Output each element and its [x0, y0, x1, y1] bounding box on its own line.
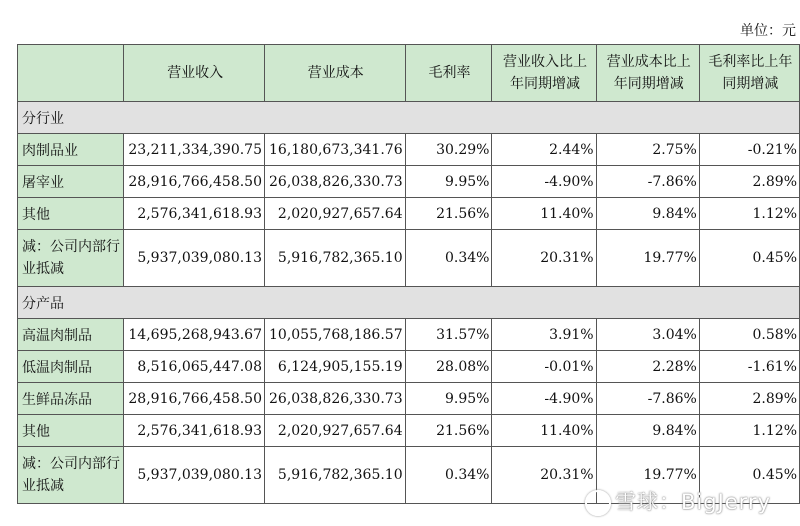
snowball-logo-icon	[585, 490, 611, 516]
revenue-cell: 28,916,766,458.50	[124, 166, 265, 198]
table-row	[18, 230, 800, 287]
row-label: 减：公司内部行业抵减	[18, 447, 124, 504]
cost-change-cell: 9.84%	[596, 198, 699, 230]
margin-cell: 30.29%	[405, 134, 492, 166]
margin-change-cell: 0.45%	[699, 447, 799, 504]
table-row	[18, 166, 800, 198]
cost-change-cell: -7.86%	[596, 166, 699, 198]
margin-cell: 9.95%	[405, 166, 492, 198]
section-label-industry: 分行业	[18, 102, 800, 134]
row-label: 屠宰业	[18, 166, 124, 198]
table-row	[18, 319, 800, 351]
table-row	[18, 383, 800, 415]
cost-change-cell: 2.28%	[596, 351, 699, 383]
margin-change-cell: 1.12%	[699, 415, 799, 447]
cost-cell: 6,124,905,155.19	[265, 351, 406, 383]
cost-cell: 5,916,782,365.10	[265, 447, 406, 504]
section-label-product: 分产品	[18, 287, 800, 319]
margin-change-cell: 0.58%	[699, 319, 799, 351]
margin-cell: 0.34%	[405, 447, 492, 504]
revenue-cell: 5,937,039,080.13	[124, 230, 265, 287]
watermark-text: 雪球：BigJerry	[615, 490, 772, 514]
row-label: 其他	[18, 415, 124, 447]
table-row	[18, 198, 800, 230]
table-row	[18, 134, 800, 166]
revenue-cell: 8,516,065,447.08	[124, 351, 265, 383]
header-margin-change: 毛利率比上年同期增减	[699, 45, 799, 102]
revenue-cell: 28,916,766,458.50	[124, 383, 265, 415]
cost-cell: 10,055,768,186.57	[265, 319, 406, 351]
cost-change-cell: 19.77%	[596, 230, 699, 287]
cost-change-cell: 9.84%	[596, 415, 699, 447]
table-row	[18, 415, 800, 447]
revenue-change-cell: 3.91%	[492, 319, 596, 351]
cost-cell: 2,020,927,657.64	[265, 415, 406, 447]
margin-cell: 21.56%	[405, 415, 492, 447]
revenue-change-cell: 20.31%	[492, 230, 596, 287]
row-label: 其他	[18, 198, 124, 230]
cost-cell: 26,038,826,330.73	[265, 166, 406, 198]
cost-cell: 2,020,927,657.64	[265, 198, 406, 230]
revenue-change-cell: 11.40%	[492, 198, 596, 230]
financial-table	[17, 44, 800, 504]
margin-change-cell: -0.21%	[699, 134, 799, 166]
margin-cell: 21.56%	[405, 198, 492, 230]
revenue-cell: 2,576,341,618.93	[124, 415, 265, 447]
table-row	[18, 351, 800, 383]
header-cost: 营业成本	[265, 45, 406, 102]
revenue-change-cell: -4.90%	[492, 383, 596, 415]
row-label: 减：公司内部行业抵减	[18, 230, 124, 287]
revenue-change-cell: 11.40%	[492, 415, 596, 447]
margin-cell: 0.34%	[405, 230, 492, 287]
margin-cell: 28.08%	[405, 351, 492, 383]
header-revenue-change: 营业收入比上年同期增减	[492, 45, 596, 102]
revenue-cell: 2,576,341,618.93	[124, 198, 265, 230]
revenue-cell: 23,211,334,390.75	[124, 134, 265, 166]
margin-change-cell: 2.89%	[699, 166, 799, 198]
margin-change-cell: 2.89%	[699, 383, 799, 415]
section-row-industry	[18, 102, 800, 134]
margin-change-cell: 1.12%	[699, 198, 799, 230]
revenue-change-cell: -0.01%	[492, 351, 596, 383]
row-label: 低温肉制品	[18, 351, 124, 383]
header-corner	[18, 45, 124, 102]
row-label: 生鲜品冻品	[18, 383, 124, 415]
cost-change-cell: -7.86%	[596, 383, 699, 415]
header-revenue: 营业收入	[124, 45, 265, 102]
watermark	[585, 486, 771, 516]
revenue-cell: 14,695,268,943.67	[124, 319, 265, 351]
margin-change-cell: -1.61%	[699, 351, 799, 383]
header-margin: 毛利率	[405, 45, 492, 102]
section-row-product	[18, 287, 800, 319]
cost-change-cell: 3.04%	[596, 319, 699, 351]
header-row	[18, 45, 800, 102]
row-label: 高温肉制品	[18, 319, 124, 351]
margin-cell: 31.57%	[405, 319, 492, 351]
cost-change-cell: 2.75%	[596, 134, 699, 166]
cost-change-cell: 19.77%	[596, 447, 699, 504]
unit-label: 单位：元	[740, 23, 796, 39]
header-cost-change: 营业成本比上年同期增减	[596, 45, 699, 102]
cost-cell: 16,180,673,341.76	[265, 134, 406, 166]
revenue-change-cell: -4.90%	[492, 166, 596, 198]
cost-cell: 26,038,826,330.73	[265, 383, 406, 415]
row-label: 肉制品业	[18, 134, 124, 166]
cost-cell: 5,916,782,365.10	[265, 230, 406, 287]
margin-change-cell: 0.45%	[699, 230, 799, 287]
revenue-cell: 5,937,039,080.13	[124, 447, 265, 504]
revenue-change-cell: 2.44%	[492, 134, 596, 166]
margin-cell: 9.95%	[405, 383, 492, 415]
revenue-change-cell: 20.31%	[492, 447, 596, 504]
